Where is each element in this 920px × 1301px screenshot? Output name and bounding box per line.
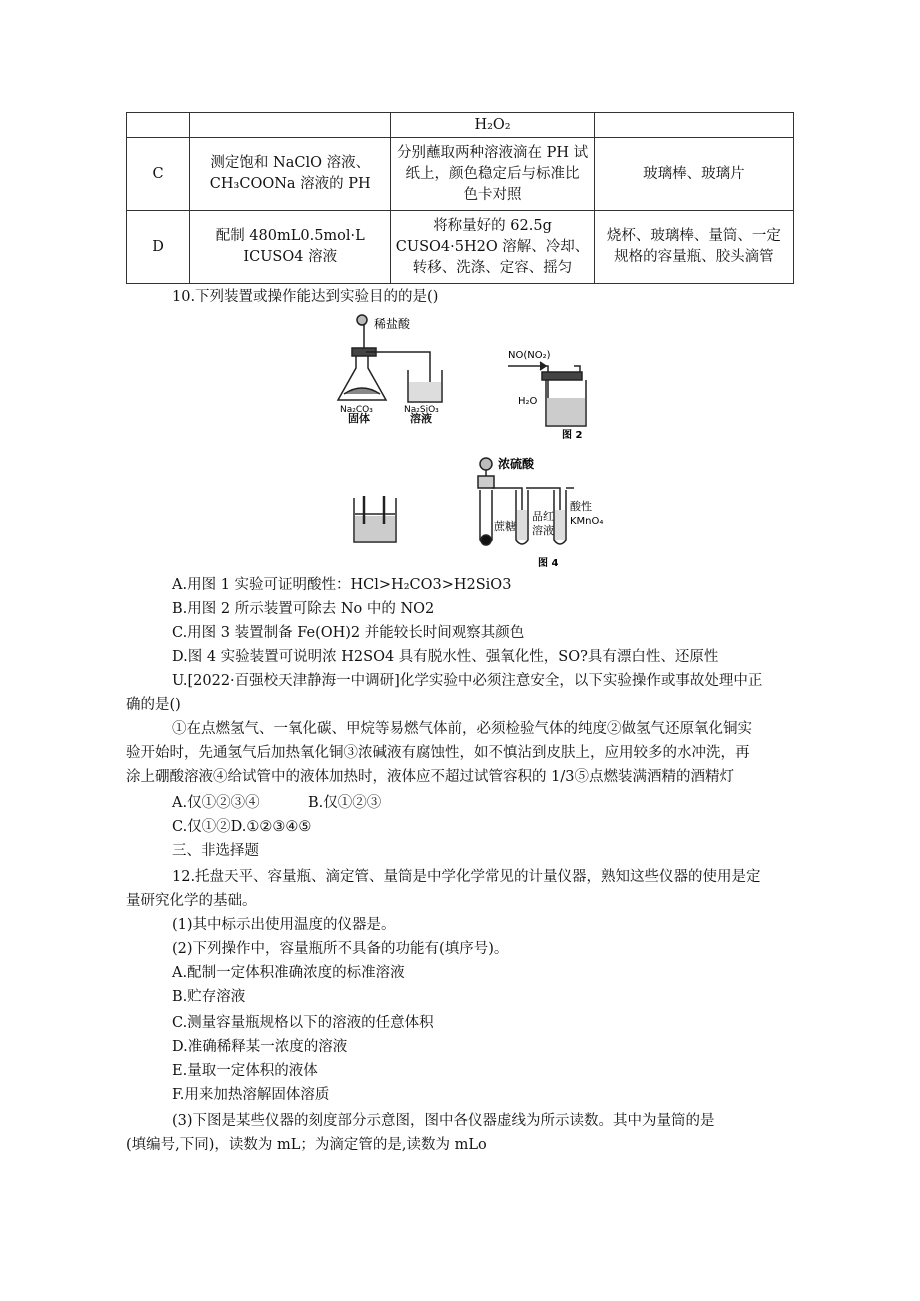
- q10-option-d: D.图 4 实验装置可说明浓 H2SO4 具有脱水性、强氧化性，SO?具有漂白性、还原性: [172, 649, 719, 665]
- q12-option-a: A.配制一定体积准确浓度的标准溶液: [172, 965, 405, 981]
- q12-part3-line1: (3)下图是某些仪器的刻度部分示意图，图中各仪器虚线为所示读数。其中为量筒的是: [172, 1113, 715, 1129]
- q12-stem-line1: 12.托盘天平、容量瓶、滴定管、量筒是中学化学常见的计量仪器，熟知这些仪器的使用是定: [172, 869, 761, 885]
- fig1-acid-label: 稀盐酸: [374, 317, 411, 331]
- fig4-kmno4-label: KMnO₄: [570, 516, 604, 527]
- cell-empty: [127, 113, 190, 138]
- row-label-c: C: [127, 138, 190, 211]
- fig1-right-chem: Na₂SiO₃: [404, 405, 439, 415]
- q11-stem-line1: U.[2022·百强校天津静海一中调研]化学实验中必须注意安全，以下实验操作或事故处理中正: [172, 673, 763, 689]
- figure-1: [330, 308, 460, 418]
- text-line: 将称量好的 62.5g: [433, 217, 552, 234]
- fig4-sucrose-label: 蔗糖: [494, 520, 516, 533]
- q12-part1: (1)其中标示出使用温度的仪器是。: [172, 917, 396, 933]
- cell-h2o2: H₂O₂: [391, 113, 594, 138]
- text-line: 配制 480mL0.5mol·L: [215, 228, 365, 244]
- fig4-solution-label: 溶液: [532, 524, 554, 537]
- text-line: 分别蘸取两种溶液滴在 PH 试: [396, 144, 589, 161]
- q12-option-f: F.用来加热溶解固体溶质: [172, 1087, 330, 1103]
- cell-d-instruments: [594, 211, 793, 284]
- cell-d-purpose: [190, 211, 391, 284]
- text-line: 测定饱和 NaClO 溶液、: [210, 155, 371, 171]
- q11-body-line1: ①在点燃氢气、一氧化碳、甲烷等易燃气体前，必须检验气体的纯度②做氢气还原氧化铜实: [172, 721, 752, 737]
- fig1-right-state: 溶液: [410, 412, 432, 425]
- q12-option-c: C.测量容量瓶规格以下的溶液的任意体积: [172, 1015, 434, 1031]
- q10-option-b: B.用图 2 所示装置可除去 No 中的 NO2: [172, 601, 435, 617]
- q11-option-cd: C.仅①②D.①②③④⑤: [172, 819, 312, 835]
- q11-option-a: A.仅①②③④: [172, 795, 260, 811]
- q12-part2: (2)下列操作中，容量瓶所不具备的功能有(填序号)。: [172, 941, 509, 957]
- fig4-magenta-label: 品红: [532, 510, 554, 523]
- cell-d-operation: [391, 211, 594, 284]
- text-line: 烧杯、玻璃棒、量筒、一定: [606, 228, 781, 244]
- cell-c-purpose: [190, 138, 391, 211]
- figure-4: [470, 452, 630, 572]
- q11-body-line3: 涂上硼酸溶液④给试管中的液体加热时，液体应不超过试管容积的 1/3⑤点燃装满酒精的酒精灯: [126, 769, 734, 785]
- cell-empty: [594, 113, 793, 138]
- fig4-acidic-label: 酸性: [570, 500, 592, 513]
- row-label-d: D: [127, 211, 190, 284]
- cell-empty: [190, 113, 391, 138]
- fig2-gas-label: NO(NO₂): [508, 350, 551, 361]
- fig4-caption: 图 4: [538, 558, 559, 569]
- text-line: CH₃COONa 溶液的 PH: [209, 176, 371, 192]
- fig1-left-state: 固体: [348, 412, 370, 425]
- fig2-liquid-label: H₂O: [518, 396, 538, 407]
- fig1-left-chem: Na₂CO₃: [340, 405, 373, 415]
- section-heading: 三、非选择题: [172, 843, 259, 859]
- experiment-table: [126, 112, 794, 284]
- fig2-caption: 图 2: [562, 430, 583, 441]
- text-line: CUSO4·5H2O 溶解、冷却、: [395, 238, 590, 255]
- q10-stem: 10.下列装置或操作能达到实验目的的是(): [172, 289, 439, 305]
- q11-option-b: B.仅①②③: [308, 795, 382, 811]
- cell-c-instruments: 玻璃棒、玻璃片: [594, 138, 793, 211]
- text-line: 规格的容量瓶、胶头滴管: [614, 249, 774, 265]
- q11-stem-line2: 确的是(): [126, 697, 181, 713]
- q12-option-e: E.量取一定体积的液体: [172, 1063, 318, 1079]
- text-line: 转移、洗涤、定容、摇匀: [412, 259, 573, 276]
- q12-stem-line2: 量研究化学的基础。: [126, 893, 257, 909]
- q10-option-c: C.用图 3 装置制备 Fe(OH)2 并能较长时间观察其颜色: [172, 625, 525, 641]
- q11-body-line2: 验开始时，先通氢气后加热氧化铜③浓碱液有腐蚀性，如不慎沾到皮肤上，应用较多的水冲洗，再: [126, 745, 750, 761]
- text-line: ICUSO4 溶液: [243, 249, 338, 265]
- figure-2: [504, 346, 604, 441]
- q12-part3-line2: (填编号,下同)，读数为 mL；为滴定管的是,读数为 mLo: [126, 1137, 487, 1153]
- text-line: 纸上，颜色稳定后与标准比: [405, 165, 580, 182]
- cell-c-operation: [391, 138, 594, 211]
- text-line: 色卡对照: [463, 186, 522, 203]
- q12-option-b: B.贮存溶液: [172, 989, 246, 1005]
- fig4-acid-label: 浓硫酸: [498, 457, 535, 471]
- q12-option-d: D.准确稀释某一浓度的溶液: [172, 1039, 348, 1055]
- figure-3: [350, 494, 400, 546]
- q10-option-a: A.用图 1 实验可证明酸性：HCl>H₂CO3>H2SiO3: [172, 577, 512, 593]
